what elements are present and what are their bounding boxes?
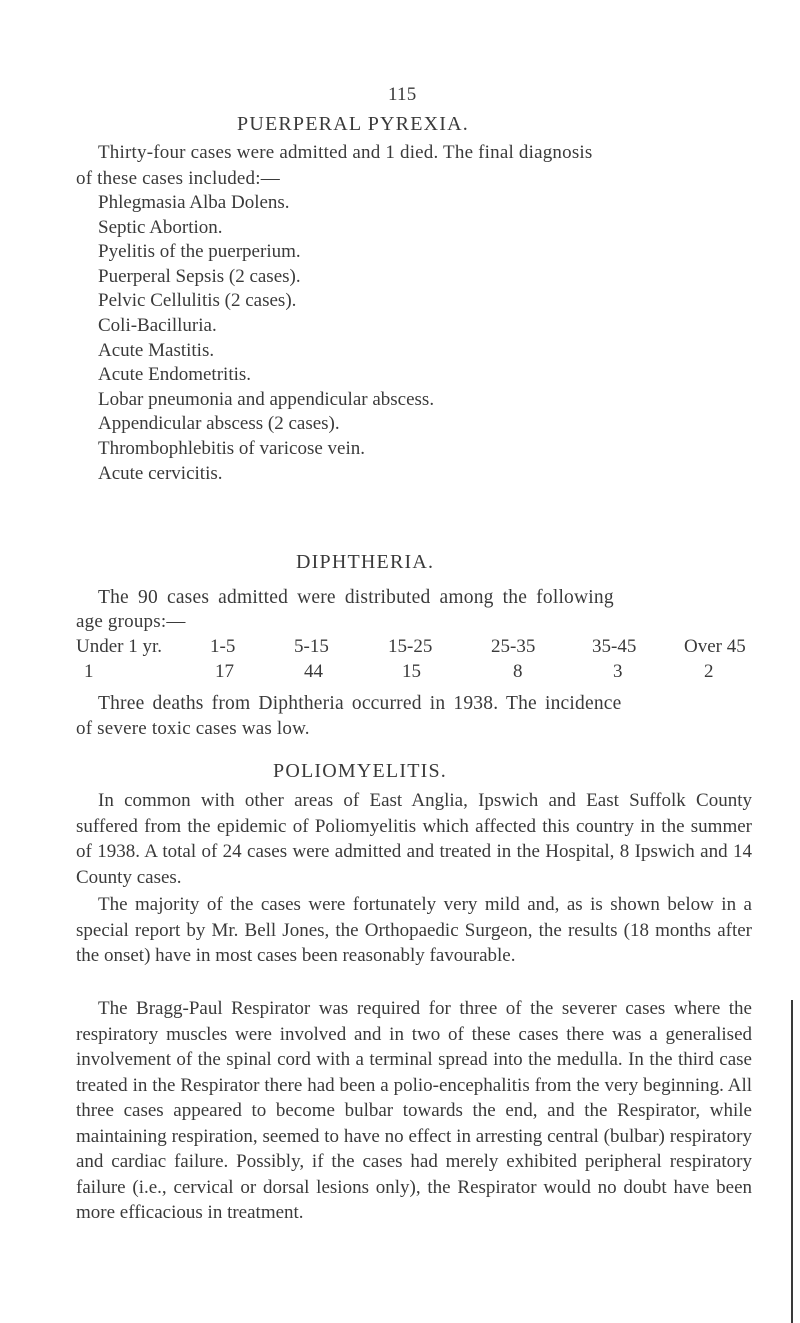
- list-item: Pyelitis of the puerperium.: [98, 241, 301, 263]
- puerperal-intro-line-2: of these cases included:—: [76, 168, 280, 189]
- polio-paragraph-1: [76, 788, 752, 890]
- polio-paragraph-3: [76, 996, 752, 1226]
- list-item: Puerperal Sepsis (2 cases).: [98, 265, 301, 287]
- diphtheria-deaths-line-1: Three deaths from Diphtheria occurred in 1938. The incidence: [98, 693, 622, 714]
- list-item: Thrombophlebitis of varicose vein.: [98, 437, 365, 459]
- list-item: Acute cervicitis.: [98, 462, 223, 484]
- age-group-label: 5-15: [294, 636, 329, 657]
- age-group-count-row: [76, 661, 756, 687]
- diphtheria-intro-line-1: The 90 cases admitted were distributed among the following: [98, 587, 614, 608]
- age-group-label: 15-25: [388, 636, 433, 657]
- paragraph-text: In common with other areas of East Anglia, Ipswich and East Suffolk County suffered from the epidemic of Poliomyelitis which affected this country in the summer of 1938. A total of 24 cases were admitted and treated in the Hospital, 8 Ipswich and 14 County cases.: [76, 790, 752, 888]
- diphtheria-intro-line-2: age groups:—: [76, 611, 186, 632]
- list-item: Lobar pneumonia and appendicular abscess.: [98, 388, 435, 410]
- list-item: Phlegmasia Alba Dolens.: [98, 192, 290, 213]
- paragraph-text: The majority of the cases were fortunately very mild and, as is shown below in a special report by Mr. Bell Jones, the Orthopaedic Surgeon, the results (18 months after the onset) have in most cases been reasonably favourable.: [76, 894, 752, 966]
- paragraph-text: The Bragg-Paul Respirator was required for three of the severer cases where the respiratory muscles were involved and in two of these cases there was a generalised involvement of the spinal cord with a terminal spread into the medulla. In the third case treated in the Respirator there had been a polio-encephalitis from the very beginning. All three cases appeared to become bulbar towards the end, and the Respirator, while maintaining respiration, seemed to have no effect in arresting central (bulbar) respiratory and cardiac failure. Possibly, if the cases had merely exhibited peripheral respiratory failure (i.e., cervical or dorsal lesions only), the Respirator would no doubt have been more efficacious in treatment.: [76, 998, 752, 1223]
- age-group-label: 35-45: [592, 636, 637, 657]
- age-group-label: 25-35: [491, 636, 536, 657]
- section-heading-poliomyelitis: POLIOMYELITIS.: [273, 760, 448, 782]
- diphtheria-deaths-line-2: of severe toxic cases was low.: [76, 718, 310, 739]
- age-group-header-row: [76, 636, 756, 662]
- list-item: Pelvic Cellulitis (2 cases).: [98, 290, 297, 312]
- puerperal-intro-line-1: Thirty-four cases were admitted and 1 died. The final diagnosis: [98, 142, 593, 163]
- age-group-count: 1: [84, 661, 94, 682]
- page-edge-line: [791, 1000, 793, 1323]
- list-item: Appendicular abscess (2 cases).: [98, 413, 340, 435]
- polio-paragraph-2: [76, 892, 752, 969]
- page-number: 115: [388, 84, 417, 105]
- age-group-count: 15: [402, 661, 421, 682]
- age-group-count: 2: [704, 661, 714, 682]
- diagnosis-list: [98, 191, 434, 486]
- age-group-count: 3: [613, 661, 623, 682]
- age-group-count: 8: [513, 661, 523, 682]
- age-group-count: 17: [215, 661, 234, 682]
- section-heading-puerperal-pyrexia: PUERPERAL PYREXIA.: [237, 113, 469, 135]
- list-item: Coli-Bacilluria.: [98, 314, 217, 336]
- list-item: Acute Mastitis.: [98, 339, 215, 361]
- list-item: Septic Abortion.: [98, 216, 223, 238]
- age-group-label: Under 1 yr.: [76, 636, 163, 657]
- section-heading-diphtheria: DIPHTHERIA.: [296, 551, 435, 573]
- age-group-label: 1-5: [210, 636, 236, 657]
- age-group-label: Over 45: [684, 636, 746, 657]
- list-item: Acute Endometritis.: [98, 364, 252, 386]
- age-group-count: 44: [304, 661, 323, 682]
